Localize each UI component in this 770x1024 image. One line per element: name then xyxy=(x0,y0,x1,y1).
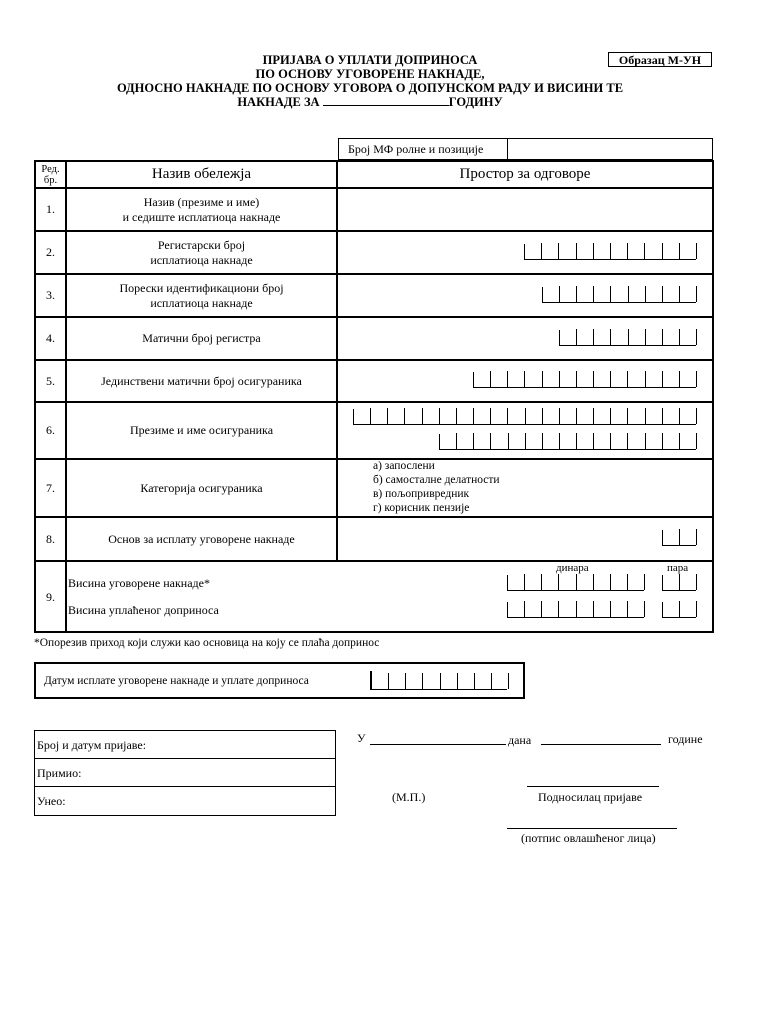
row-2-number: 2. xyxy=(46,245,55,259)
comb-cell-divider xyxy=(644,243,645,259)
registry-number-comb[interactable] xyxy=(559,330,696,346)
day-label: дана xyxy=(508,733,532,747)
applicant-signature-line[interactable] xyxy=(527,786,659,787)
paid-contribution-dinara-comb[interactable] xyxy=(507,602,644,618)
place-input-line[interactable] xyxy=(370,744,506,745)
comb-cell-divider xyxy=(576,433,577,449)
comb-cell-divider xyxy=(422,408,423,424)
comb-cell-divider xyxy=(679,408,680,424)
category-option-a[interactable]: а) запослени xyxy=(373,460,435,472)
agreed-fee-dinara-comb[interactable] xyxy=(507,575,644,591)
stamp-placeholder: (М.П.) xyxy=(392,790,426,804)
application-number-date-label: Број и датум пријаве: xyxy=(37,738,147,752)
form-title-line-1: ПРИЈАВА О УПЛАТИ ДОПРИНОСА xyxy=(262,53,478,67)
row-1-label: Назив (презиме и име) и седиште исплатиоца накнаде xyxy=(122,194,281,224)
comb-cell-divider xyxy=(662,329,663,345)
form-code-badge: Образац М-УН xyxy=(608,52,712,67)
row-7-number: 7. xyxy=(46,480,55,495)
comb-cell-divider xyxy=(593,408,594,424)
insured-name-comb-2[interactable] xyxy=(439,434,696,450)
comb-cell-divider xyxy=(507,371,508,387)
row-8-number: 8. xyxy=(46,531,55,546)
entered-by-label: Унео: xyxy=(37,794,66,808)
place-label: У xyxy=(357,731,366,745)
comb-cell-divider xyxy=(679,574,680,590)
jmbg-comb[interactable] xyxy=(473,372,696,388)
comb-cell-divider xyxy=(576,329,577,345)
category-option-b[interactable]: б) самосталне делатности xyxy=(373,474,500,486)
mf-divider xyxy=(507,138,508,160)
category-option-d[interactable]: г) корисник пензије xyxy=(373,502,470,514)
authorized-signature-line[interactable] xyxy=(507,828,677,829)
comb-cell-divider xyxy=(644,601,645,617)
comb-cell-divider xyxy=(558,574,559,590)
agreed-fee-para-comb[interactable] xyxy=(662,575,696,591)
comb-cell-divider xyxy=(645,286,646,302)
comb-cell-divider xyxy=(559,408,560,424)
row-4-label: Матични број регистра xyxy=(142,331,261,345)
registration-number-comb[interactable] xyxy=(524,244,696,260)
comb-cell-divider xyxy=(696,574,697,590)
insured-name-comb-1[interactable] xyxy=(353,409,696,425)
comb-cell-divider xyxy=(422,673,423,689)
comb-cell-divider xyxy=(610,408,611,424)
comb-cell-divider xyxy=(405,673,406,689)
comb-cell-divider xyxy=(490,408,491,424)
comb-cell-divider xyxy=(696,601,697,617)
comb-cell-divider xyxy=(542,433,543,449)
comb-cell-divider xyxy=(610,433,611,449)
tax-id-comb[interactable] xyxy=(542,287,696,303)
authorized-signature-label: (потпис овлашћеног лица) xyxy=(521,831,656,845)
comb-cell-divider xyxy=(696,371,697,387)
col-header-answer: Простор за одговоре xyxy=(459,166,591,182)
comb-cell-divider xyxy=(404,408,405,424)
comb-cell-divider xyxy=(610,574,611,590)
received-by-label: Примио: xyxy=(37,766,82,780)
comb-cell-divider xyxy=(559,286,560,302)
comb-cell-divider xyxy=(645,433,646,449)
comb-cell-divider xyxy=(627,243,628,259)
year-blank-field[interactable] xyxy=(323,95,449,106)
applicant-label: Подносилац пријаве xyxy=(538,790,643,804)
comb-cell-divider xyxy=(525,408,526,424)
comb-cell-divider xyxy=(508,433,509,449)
paid-contribution-label: Висина уплаћеног доприноса xyxy=(68,603,219,617)
comb-cell-divider xyxy=(593,433,594,449)
comb-cell-divider xyxy=(696,433,697,449)
row-3-label: Порески идентификациони број исплатиоца накнаде xyxy=(119,280,284,310)
comb-cell-divider xyxy=(645,329,646,345)
col-header-name: Назив обележја xyxy=(151,166,252,182)
comb-cell-divider xyxy=(593,329,594,345)
footnote: *Опорезив приход који служи као основица на коју се плаћа допринос xyxy=(34,637,380,649)
day-input-line[interactable] xyxy=(541,744,661,745)
title-year-label: ГОДИНУ xyxy=(448,95,503,109)
row-8-label: Основ за исплату уговорене накнаде xyxy=(108,531,295,546)
comb-cell-divider xyxy=(524,371,525,387)
comb-cell-divider xyxy=(662,286,663,302)
office-rule-1 xyxy=(34,758,336,759)
comb-cell-divider xyxy=(576,408,577,424)
comb-cell-divider xyxy=(662,433,663,449)
comb-cell-divider xyxy=(541,243,542,259)
mf-roll-input[interactable] xyxy=(509,140,711,158)
col-header-no: Ред. бр. xyxy=(41,163,60,186)
comb-cell-divider xyxy=(662,408,663,424)
payment-date-label: Датум исплате уговорене накнаде и уплате доприноса xyxy=(44,675,309,687)
comb-cell-divider xyxy=(593,601,594,617)
comb-cell-divider xyxy=(628,329,629,345)
comb-cell-divider xyxy=(593,286,594,302)
para-header: пара xyxy=(667,562,689,574)
comb-cell-divider xyxy=(593,371,594,387)
comb-cell-divider xyxy=(559,371,560,387)
row-4-number: 4. xyxy=(46,331,55,345)
comb-cell-divider xyxy=(507,408,508,424)
mf-roll-label: Број МФ ролне и позиције xyxy=(348,142,484,156)
comb-cell-divider xyxy=(593,243,594,259)
row-9-number: 9. xyxy=(46,589,55,604)
comb-cell-divider xyxy=(645,408,646,424)
comb-cell-divider xyxy=(627,371,628,387)
category-option-c[interactable]: в) пољопривредник xyxy=(373,488,470,500)
comb-cell-divider xyxy=(457,673,458,689)
comb-cell-divider xyxy=(490,371,491,387)
payment-basis-comb[interactable] xyxy=(662,530,696,546)
agreed-fee-label: Висина уговорене накнаде* xyxy=(68,576,210,590)
comb-cell-divider xyxy=(679,329,680,345)
comb-cell-divider xyxy=(525,433,526,449)
comb-cell-divider xyxy=(542,371,543,387)
comb-cell-divider xyxy=(610,329,611,345)
comb-cell-divider xyxy=(593,574,594,590)
row-6-number: 6. xyxy=(46,423,55,437)
comb-cell-divider xyxy=(679,243,680,259)
comb-cell-divider xyxy=(576,371,577,387)
comb-cell-divider xyxy=(456,408,457,424)
comb-cell-divider xyxy=(541,574,542,590)
comb-cell-divider xyxy=(610,286,611,302)
comb-cell-divider xyxy=(645,371,646,387)
row-5-number: 5. xyxy=(46,373,55,388)
comb-cell-divider xyxy=(558,243,559,259)
office-rule-2 xyxy=(34,786,336,787)
comb-cell-divider xyxy=(627,433,628,449)
comb-cell-divider xyxy=(679,286,680,302)
comb-cell-divider xyxy=(627,408,628,424)
dinara-header: динара xyxy=(556,562,589,574)
comb-cell-divider xyxy=(490,433,491,449)
comb-cell-divider xyxy=(610,601,611,617)
comb-cell-divider xyxy=(508,673,509,689)
comb-cell-divider xyxy=(558,601,559,617)
comb-cell-divider xyxy=(559,433,560,449)
comb-cell-divider xyxy=(679,601,680,617)
comb-cell-divider xyxy=(627,574,628,590)
comb-cell-divider xyxy=(627,601,628,617)
comb-cell-divider xyxy=(541,601,542,617)
comb-cell-divider xyxy=(439,408,440,424)
comb-cell-divider xyxy=(542,408,543,424)
row-6-label: Презиме и име осигураника xyxy=(129,423,274,437)
form-title-line-3: ОДНОСНО НАКНАДЕ ПО ОСНОВУ УГОВОРА О ДОПУНСКОМ РАДУ И ВИСИНИ ТЕ xyxy=(116,81,624,95)
comb-cell-divider xyxy=(662,243,663,259)
comb-cell-divider xyxy=(524,601,525,617)
comb-cell-divider xyxy=(370,408,371,424)
comb-cell-divider xyxy=(473,408,474,424)
comb-cell-divider xyxy=(628,286,629,302)
row-2-label: Регистарски број исплатиоца накнаде xyxy=(150,237,253,267)
row-3-number: 3. xyxy=(46,288,55,302)
comb-cell-divider xyxy=(696,408,697,424)
row-rule-8 xyxy=(34,560,714,562)
comb-cell-divider xyxy=(491,673,492,689)
payment-date-comb[interactable] xyxy=(370,671,507,690)
year-label: године xyxy=(668,732,703,746)
comb-cell-divider xyxy=(576,286,577,302)
comb-cell-divider xyxy=(576,243,577,259)
comb-cell-divider xyxy=(456,433,457,449)
comb-cell-divider xyxy=(679,433,680,449)
comb-cell-divider xyxy=(440,673,441,689)
comb-cell-divider xyxy=(576,601,577,617)
payer-name-input[interactable] xyxy=(340,191,710,228)
comb-cell-divider xyxy=(679,529,680,545)
row-7-label: Категорија осигураника xyxy=(140,480,263,495)
row-5-label: Јединствени матични број осигураника xyxy=(101,373,302,388)
comb-cell-divider xyxy=(473,433,474,449)
comb-cell-divider xyxy=(696,243,697,259)
comb-cell-divider xyxy=(679,371,680,387)
comb-cell-divider xyxy=(696,529,697,545)
comb-cell-divider xyxy=(474,673,475,689)
row-1-number: 1. xyxy=(46,202,55,216)
paid-contribution-para-comb[interactable] xyxy=(662,602,696,618)
form-title-line-4 xyxy=(80,95,660,109)
comb-cell-divider xyxy=(610,371,611,387)
comb-cell-divider xyxy=(387,408,388,424)
comb-cell-divider xyxy=(576,574,577,590)
comb-cell-divider xyxy=(696,286,697,302)
form-title-line-2: ПО ОСНОВУ УГОВОРЕНЕ НАКНАДЕ, xyxy=(255,67,485,81)
title-for-label: НАКНАДЕ ЗА xyxy=(237,95,320,109)
comb-cell-divider xyxy=(524,574,525,590)
comb-cell-divider xyxy=(644,574,645,590)
comb-cell-divider xyxy=(662,371,663,387)
comb-cell-divider xyxy=(388,673,389,689)
comb-cell-divider xyxy=(610,243,611,259)
comb-cell-divider xyxy=(696,329,697,345)
